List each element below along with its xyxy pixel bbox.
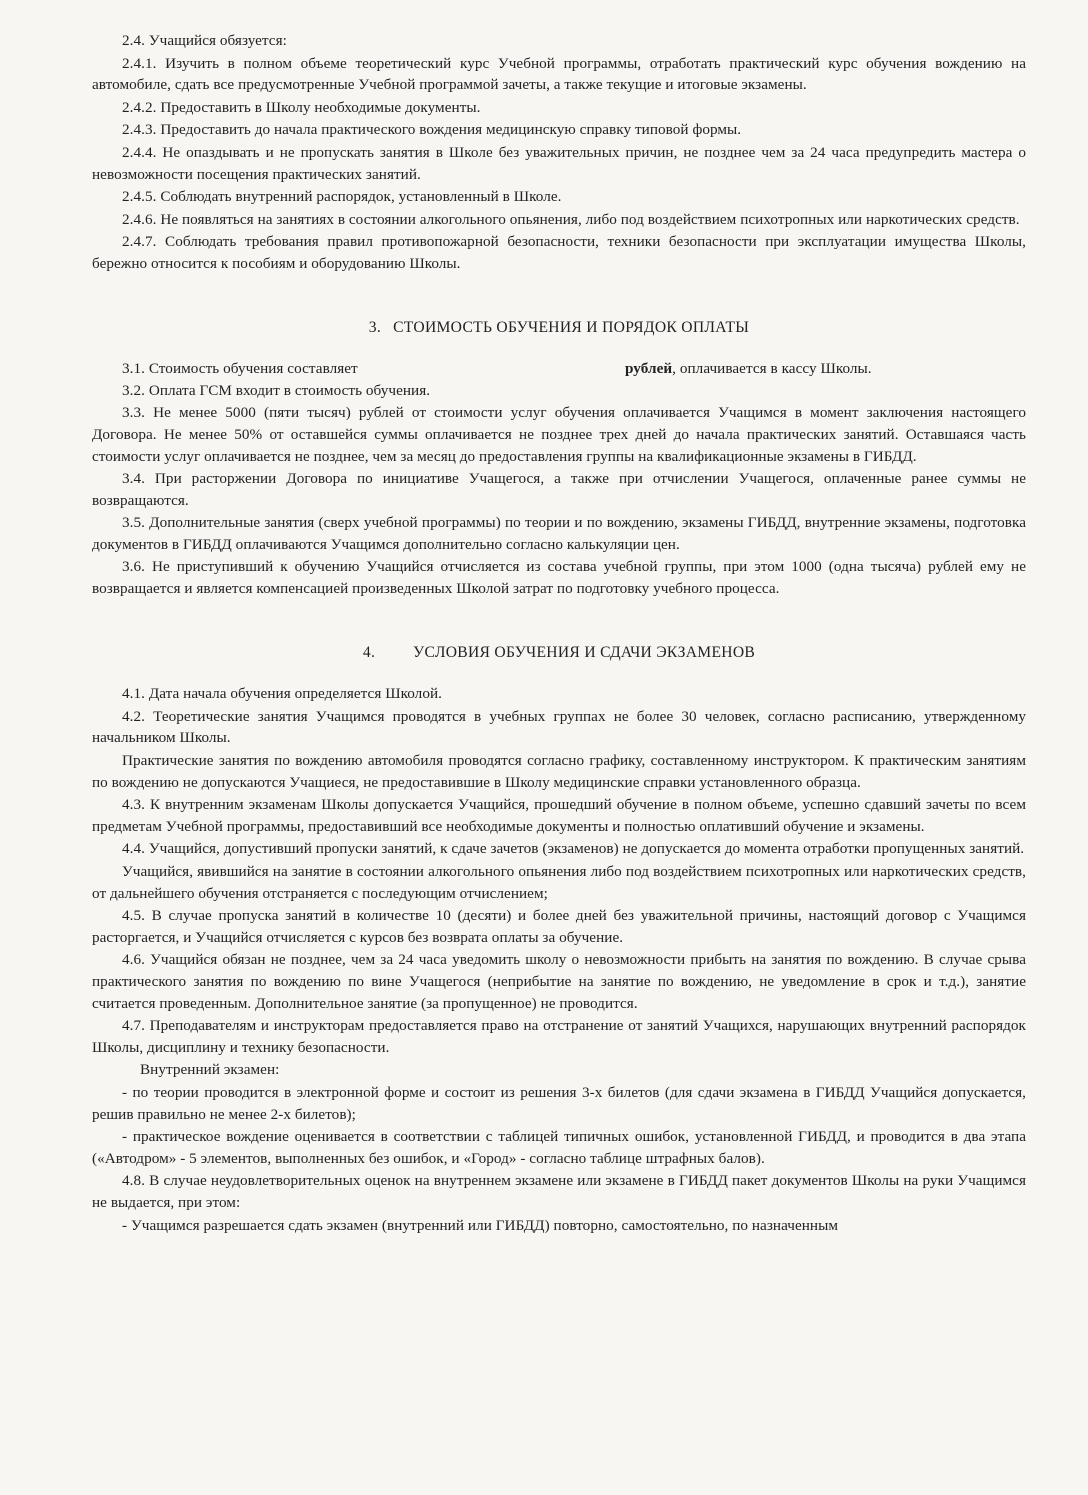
internal-exam-theory: - по теории проводится в электронной форме и состоит из решения 3-х билетов (для сдачи экзамена в ГИБДД Учащийся допускается, решив правильно не менее 2-х билетов);	[92, 1083, 1026, 1123]
clause-3-6: 3.6. Не приступивший к обучению Учащийся отчисляется из состава учебной группы, при этом 1000 (одна тысяча) рублей ему не возвращается и является компенсацией произведенных Школой затрат по подготовку учебного процесса.	[92, 558, 1026, 598]
clause-3-1-label: 3.1. Стоимость обучения составляет	[122, 360, 358, 378]
clause-4-4-intoxication: Учащийся, явившийся на занятие в состоянии алкогольного опьянения либо под воздействием психотропных или наркотических средств, от дальнейшего обучения отстраняется с последующим отчислением;	[92, 863, 1026, 902]
clause-2-4-1: 2.4.1. Изучить в полном объеме теоретический курс Учебной программы, отработать практический курс обучения вождению на автомобиле, сдать все предусмотренные Учебной программой зачеты, а также текущие и итоговые экзамены.	[92, 54, 1026, 94]
section-4-heading	[92, 642, 1026, 664]
internal-exam-heading: Внутренний экзамен:	[140, 1061, 280, 1079]
clause-2-4-5: 2.4.5. Соблюдать внутренний распорядок, установленный в Школе.	[122, 188, 562, 206]
section-3-number: 3.	[368, 318, 382, 336]
clause-3-1-tail	[595, 358, 872, 380]
section-4-number: 4.	[362, 643, 376, 661]
clause-4-2: 4.2. Теоретические занятия Учащимся проводятся в учебных группах не более 30 человек, согласно расписанию, утвержденному начальником Школы.	[92, 707, 1026, 747]
clause-4-6: 4.6. Учащийся обязан не позднее, чем за 24 часа уведомить школу о невозможности прибыть на занятия по вождению. В случае срыва практического занятия по вождению по вине Учащегося (неприбытие на занятие по вождению, не уведомление в срок и т.д.), занятие считается проведенным. Дополнительное занятие (за пропущенное) не проводится.	[92, 951, 1026, 1012]
clause-4-7: 4.7. Преподавателям и инструкторам предоставляется право на отстранение от занятий Учащихся, нарушающих внутренний распорядок Школы, дисциплину и технику безопасности.	[92, 1017, 1026, 1056]
clause-2-4-4: 2.4.4. Не опаздывать и не пропускать занятия в Школе без уважительных причин, не позднее чем за 24 часа предупредить мастера о невозможности посещения практических занятий.	[92, 143, 1026, 183]
clause-2-4-6: 2.4.6. Не появляться на занятиях в состоянии алкогольного опьянения, либо под воздействием психотропных или наркотических средств.	[122, 210, 1020, 228]
clause-2-4-7: 2.4.7. Соблюдать требования правил противопожарной безопасности, техники безопасности при эксплуатации имущества Школы, бережно относится к пособиям и оборудованию Школы.	[92, 233, 1026, 272]
section-3-heading	[92, 317, 1026, 339]
clause-3-1-rest: , оплачивается в кассу Школы.	[672, 360, 872, 378]
clause-2-4-2: 2.4.2. Предоставить в Школу необходимые документы.	[122, 98, 481, 116]
clause-4-1: 4.1. Дата начала обучения определяется Школой.	[122, 685, 442, 703]
internal-exam-practice: - практическое вождение оценивается в соответствии с таблицей типичных ошибок, установленной ГИБДД, и проводится в два этапа («Автодром» - 5 элементов, выполненных без ошибок, и «Город» - согласно таблице штрафных балов).	[92, 1128, 1026, 1167]
clause-4-5: 4.5. В случае пропуска занятий в количестве 10 (десяти) и более дней без уважительной причины, настоящий договор с Учащимся расторгается, и Учащийся отчисляется с курсов без возврата оплаты за обучение.	[92, 907, 1026, 946]
clause-3-1	[92, 358, 1026, 380]
section-4-title: УСЛОВИЯ ОБУЧЕНИЯ И СДАЧИ ЭКЗАМЕНОВ	[413, 643, 756, 661]
clause-3-3: 3.3. Не менее 5000 (пяти тысяч) рублей от стоимости услуг обучения оплачивается Учащимся в момент заключения настоящего Договора. Не менее 50% от оставшейся суммы оплачивается не позднее трех дней до начала практических занятий. Оставшаяся часть стоимости услуг оплачивается не позднее, чем за месяц до предоставления группы на квалификационные экзамены в ГИБДД.	[92, 404, 1026, 465]
clause-3-5: 3.5. Дополнительные занятия (сверх учебной программы) по теории и по вождению, экзамены ГИБДД, внутренние экзамены, подготовка документов в ГИБДД оплачиваются Учащимся дополнительно согласно калькуляции цен.	[92, 514, 1026, 553]
clause-4-8-retake: - Учащимся разрешается сдать экзамен (внутренний или ГИБДД) повторно, самостоятельно, по назначенным	[122, 1216, 838, 1234]
clause-2-4-3: 2.4.3. Предоставить до начала практического вождения медицинскую справку типовой формы.	[122, 121, 742, 139]
clause-3-2: 3.2. Оплата ГСМ входит в стоимость обучения.	[122, 381, 431, 399]
section-3-title: СТОИМОСТЬ ОБУЧЕНИЯ И ПОРЯДОК ОПЛАТЫ	[393, 318, 750, 336]
clause-4-8: 4.8. В случае неудовлетворительных оценок на внутреннем экзамене или экзамене в ГИБДД пакет документов Школы на руки Учащимся не выдается, при этом:	[92, 1172, 1026, 1211]
clause-3-4: 3.4. При расторжении Договора по инициативе Учащегося, а также при отчислении Учащегося, оплаченные ранее суммы не возвращаются.	[92, 470, 1026, 509]
clause-4-3: 4.3. К внутренним экзаменам Школы допускается Учащийся, прошедший обучение в полном объеме, успешно сдавший зачеты по всем предметам Учебной программы, предоставивший все необходимые документы и полностью оплативший обучение и экзамены.	[92, 796, 1026, 835]
clause-4-4: 4.4. Учащийся, допустивший пропуски занятий, к сдаче зачетов (экзаменов) не допускается до момента отработки пропущенных занятий.	[122, 840, 1025, 858]
clause-4-2-practical: Практические занятия по вождению автомобиля проводятся согласно графику, составленному инструктором. К практическим занятиям по вождению не допускаются Учащиеся, не предоставившие в Школу медицинские справки установленного образца.	[92, 752, 1026, 791]
clause-3-1-currency: рублей	[625, 360, 673, 378]
clause-2-4: 2.4. Учащийся обязуется:	[122, 32, 287, 49]
